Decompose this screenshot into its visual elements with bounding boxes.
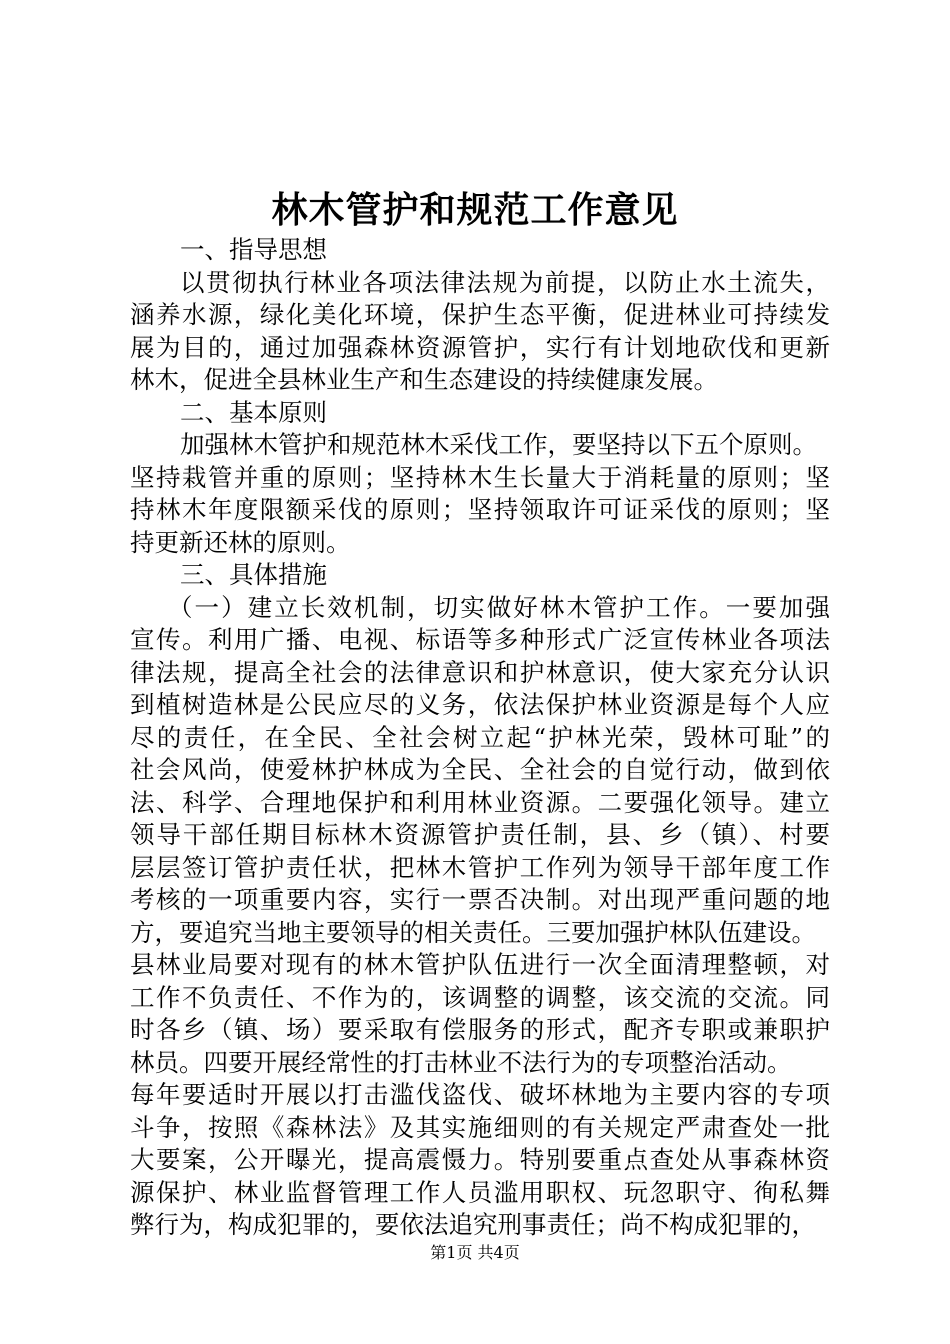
document-body [130,234,830,1242]
paragraph-line: 律法规，提高全社会的法律意识和护林意识，使大家充分认识 [130,657,830,687]
paragraph-line: 工作不负责任、不作为的，该调整的调整，该交流的交流。同 [130,982,830,1012]
section-heading-guiding-ideology: 一、指导思想 [180,235,327,264]
paragraph-line: 县林业局要对现有的林木管护队伍进行一次全面清理整顿，对 [130,950,830,979]
paragraph-line: 宣传。利用广播、电视、标语等多种形式广泛宣传林业各项法 [130,625,830,654]
paragraph-line: 加强林木管护和规范林木采伐工作，要坚持以下五个原则。 [180,430,817,459]
paragraph-line: 方，要追究当地主要领导的相关责任。三要加强护林队伍建设。 [130,917,816,947]
paragraph-line: （一）建立长效机制，切实做好林木管护工作。一要加强 [168,592,830,622]
paragraph-line: 林员。四要开展经常性的打击林业不法行为的专项整治活动。 [130,1047,792,1077]
paragraph-line: 每年要适时开展以打击滥伐盗伐、破坏林地为主要内容的专项 [130,1080,830,1109]
paragraph-line: 尽的责任，在全民、全社会树立起“护林光荣，毁林可耻”的 [130,722,830,752]
paragraph-line: 以贯彻执行林业各项法律法规为前提，以防止水土流失， [180,267,830,297]
paragraph-line: 斗争，按照《森林法》及其实施细则的有关规定严肃查处一批 [130,1112,830,1142]
paragraph-line: 坚持栽管并重的原则；坚持林木生长量大于消耗量的原则；坚 [130,462,830,492]
document-title: 林木管护和规范工作意见 [271,189,679,231]
paragraph-line: 展为目的，通过加强森林资源管护，实行有计划地砍伐和更新 [130,332,830,362]
paragraph-line: 层层签订管护责任状，把林木管护工作列为领导干部年度工作 [130,852,830,882]
paragraph-line: 弊行为，构成犯罪的，要依法追究刑事责任；尚不构成犯罪的， [130,1210,816,1239]
page-number-footer: 第1页 共4页 [430,1243,520,1262]
section-heading-specific-measures: 三、具体措施 [180,560,327,589]
paragraph-line: 法、科学、合理地保护和利用林业资源。二要强化领导。建立 [130,787,830,817]
paragraph-line: 领导干部任期目标林木资源管护责任制，县、乡（镇）、村要 [130,820,830,849]
paragraph-line: 时各乡（镇、场）要采取有偿服务的形式，配齐专职或兼职护 [130,1015,830,1044]
paragraph-line: 持更新还林的原则。 [130,527,351,557]
paragraph-line: 涵养水源，绿化美化环境，保护生态平衡，促进林业可持续发 [130,300,830,329]
paragraph-line: 大要案，公开曝光，提高震慑力。特别要重点查处从事森林资 [130,1145,830,1174]
paragraph-line: 考核的一项重要内容，实行一票否决制。对出现严重问题的地 [130,885,830,914]
paragraph-line: 源保护、林业监督管理工作人员滥用职权、玩忽职守、徇私舞 [130,1177,830,1207]
paragraph-line: 林木，促进全县林业生产和生态建设的持续健康发展。 [130,365,718,394]
paragraph-line: 社会风尚，使爱林护林成为全民、全社会的自觉行动，做到依 [130,755,830,784]
paragraph-line: 到植树造林是公民应尽的义务，依法保护林业资源是每个人应 [130,690,830,719]
paragraph-line: 持林木年度限额采伐的原则；坚持领取许可证采伐的原则；坚 [130,495,830,524]
section-heading-basic-principles: 二、基本原则 [180,397,327,427]
